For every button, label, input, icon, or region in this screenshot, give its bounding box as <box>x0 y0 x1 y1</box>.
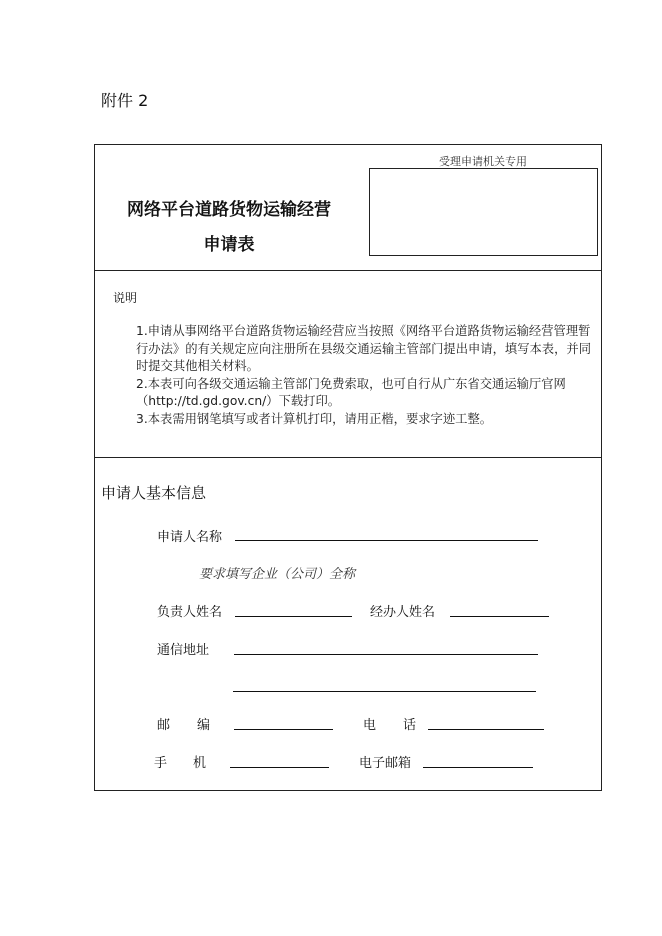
applicant-name-field[interactable] <box>235 540 538 541</box>
handler-name-label: 经办人姓名 <box>370 605 436 620</box>
attachment-label: 附件 2 <box>101 91 149 110</box>
row-divider <box>95 270 601 271</box>
mobile-field[interactable] <box>230 767 329 768</box>
notes-heading: 说明 <box>113 291 138 305</box>
note-item: 1.申请从事网络平台道路货物运输经营应当按照《网络平台道路货物运输经营管理暂行办法》的有关规定应向注册所在县级交通运输主管部门提出申请，填写本表，并同时提交其他相关材料。 <box>136 324 591 373</box>
phone-field[interactable] <box>428 729 544 730</box>
form-title-line1: 网络平台道路货物运输经营 <box>127 200 331 220</box>
applicant-name-label: 申请人名称 <box>157 530 223 545</box>
handler-name-field[interactable] <box>450 616 549 617</box>
row-divider <box>95 457 601 458</box>
responsible-person-field[interactable] <box>235 616 352 617</box>
address-label: 通信地址 <box>157 643 210 658</box>
mobile-label: 手机 <box>154 756 233 771</box>
email-label: 电子邮箱 <box>359 756 412 771</box>
notes-list <box>136 323 592 428</box>
note-item: 2.本表可向各级交通运输主管部门免费索取，也可自行从广东省交通运输厅官网（http://td.gd.gov.cn/）下载打印。 <box>136 376 566 408</box>
postcode-label: 邮编 <box>157 718 238 733</box>
applicant-name-hint: 要求填写企业（公司）全称 <box>199 567 356 582</box>
address-field-line2[interactable] <box>233 691 536 692</box>
office-use-caption: 受理申请机关专用 <box>439 155 527 168</box>
phone-label: 电话 <box>363 718 444 733</box>
form-title-line2: 申请表 <box>203 235 255 255</box>
responsible-person-label: 负责人姓名 <box>157 605 223 620</box>
office-use-box <box>369 168 598 256</box>
postcode-field[interactable] <box>234 729 333 730</box>
address-field-line1[interactable] <box>234 654 538 655</box>
section-title: 申请人基本信息 <box>101 484 207 502</box>
email-field[interactable] <box>423 767 533 768</box>
note-item: 3.本表需用钢笔填写或者计算机打印，请用正楷，要求字迹工整。 <box>136 411 493 426</box>
